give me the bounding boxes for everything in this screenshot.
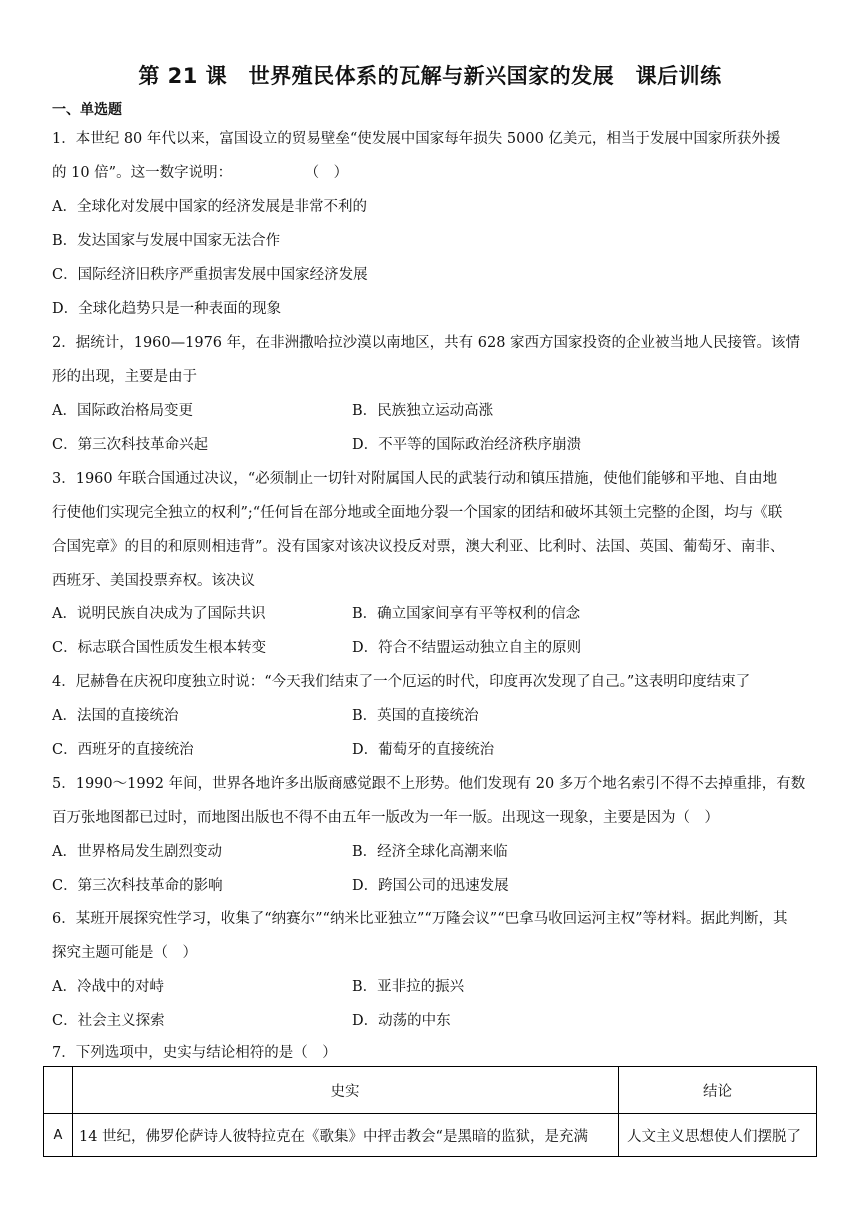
q6-stem-line-1: 6．某班开展探究性学习，收集了“纳赛尔”“纳米比亚独立”“万隆会议”“巴拿马收回运河主权”等材料。据此判断，其: [52, 911, 788, 927]
table-header-row: [44, 1067, 817, 1114]
q5-option-a: A．世界格局发生剧烈变动: [52, 844, 222, 860]
q2-option-c: C．第三次科技革命兴起: [52, 437, 209, 453]
q3-stem-line-2: 行使他们实现完全独立的权利”;“任何旨在部分地或全面地分裂一个国家的团结和破坏其领土完整的企图，均与《联: [52, 505, 783, 521]
q4-option-c: C．西班牙的直接统治: [52, 742, 194, 758]
row-a-letter: A: [44, 1114, 73, 1157]
q1-option-b: B．发达国家与发展中国家无法合作: [52, 233, 281, 249]
q1-option-d: D．全球化趋势只是一种表面的现象: [52, 301, 282, 317]
q7-stem-line-1: 7．下列选项中，史实与结论相符的是（ ）: [52, 1045, 337, 1061]
q3-option-b: B．确立国家间享有平等权利的信念: [352, 606, 581, 622]
section-heading: 一、单选题: [52, 102, 122, 118]
q3-option-c: C．标志联合国性质发生根本转变: [52, 640, 267, 656]
q6-option-d: D．动荡的中东: [352, 1013, 451, 1029]
q4-option-d: D．葡萄牙的直接统治: [352, 742, 495, 758]
q1-option-a: A．全球化对发展中国家的经济发展是非常不利的: [52, 199, 367, 215]
q6-option-a: A．冷战中的对峙: [52, 979, 164, 995]
q1-stem-line-1: 1．本世纪 80 年代以来，富国设立的贸易壁垒“使发展中国家每年损失 5000 亿美元，相当于发展中国家所获外援: [52, 131, 781, 147]
q3-option-d: D．符合不结盟运动独立自主的原则: [352, 640, 582, 656]
q4-option-a: A．法国的直接统治: [52, 708, 179, 724]
q6-stem-line-2: 探究主题可能是（ ）: [52, 945, 197, 961]
q4-option-b: B．英国的直接统治: [352, 708, 479, 724]
q2-option-d: D．不平等的国际政治经济秩序崩溃: [352, 437, 582, 453]
q4-stem-line-1: 4．尼赫鲁在庆祝印度独立时说：“今天我们结束了一个厄运的时代，印度再次发现了自己。”这表明印度结束了: [52, 674, 751, 690]
q5-option-c: C．第三次科技革命的影响: [52, 878, 223, 894]
q3-option-a: A．说明民族自决成为了国际共识: [52, 606, 266, 622]
q7-table: [43, 1066, 817, 1157]
table-header-blank: [44, 1067, 73, 1114]
q2-option-a: A．国际政治格局变更: [52, 403, 193, 419]
q1-stem-line-2: 的 10 倍”。这一数字说明： （ ）: [52, 165, 349, 181]
q6-option-c: C．社会主义探索: [52, 1013, 165, 1029]
table-row: [44, 1114, 817, 1157]
table-header-conclusion: 结论: [619, 1067, 817, 1114]
q5-option-b: B．经济全球化高潮来临: [352, 844, 508, 860]
q5-stem-line-2: 百万张地图都已过时，而地图出版也不得不由五年一版改为一年一版。出现这一现象，主要是因为（ ）: [52, 810, 719, 826]
table-header-fact: 史实: [73, 1067, 619, 1114]
q5-stem-line-1: 5．1990～1992 年间，世界各地许多出版商感觉跟不上形势。他们发现有 20 多万个地名索引不得不去掉重排，有数: [52, 776, 806, 792]
q1-option-c: C．国际经济旧秩序严重损害发展中国家经济发展: [52, 267, 368, 283]
q2-option-b: B．民族独立运动高涨: [352, 403, 494, 419]
row-a-conclusion: 人文主义思想使人们摆脱了: [619, 1114, 817, 1157]
q2-stem-line-1: 2．据统计，1960—1976 年，在非洲撒哈拉沙漠以南地区，共有 628 家西方国家投资的企业被当地人民接管。该情: [52, 335, 801, 351]
q3-stem-line-4: 西班牙、美国投票弃权。该决议: [52, 573, 255, 589]
q5-option-d: D．跨国公司的迅速发展: [352, 878, 509, 894]
page-title: 第 21 课 世界殖民体系的瓦解与新兴国家的发展 课后训练: [138, 64, 722, 88]
q3-stem-line-3: 合国宪章》的目的和原则相违背”。没有国家对该决议投反对票，澳大利亚、比利时、法国、英国、葡萄牙、南非、: [52, 539, 785, 555]
q6-option-b: B．亚非拉的振兴: [352, 979, 465, 995]
q2-stem-line-2: 形的出现，主要是由于: [52, 369, 197, 385]
row-a-fact: 14 世纪，佛罗伦萨诗人彼特拉克在《歌集》中抨击教会“是黑暗的监狱，是充满: [73, 1114, 619, 1157]
q3-stem-line-1: 3．1960 年联合国通过决议，“必须制止一切针对附属国人民的武装行动和镇压措施，使他们能够和平地、自由地: [52, 471, 778, 487]
